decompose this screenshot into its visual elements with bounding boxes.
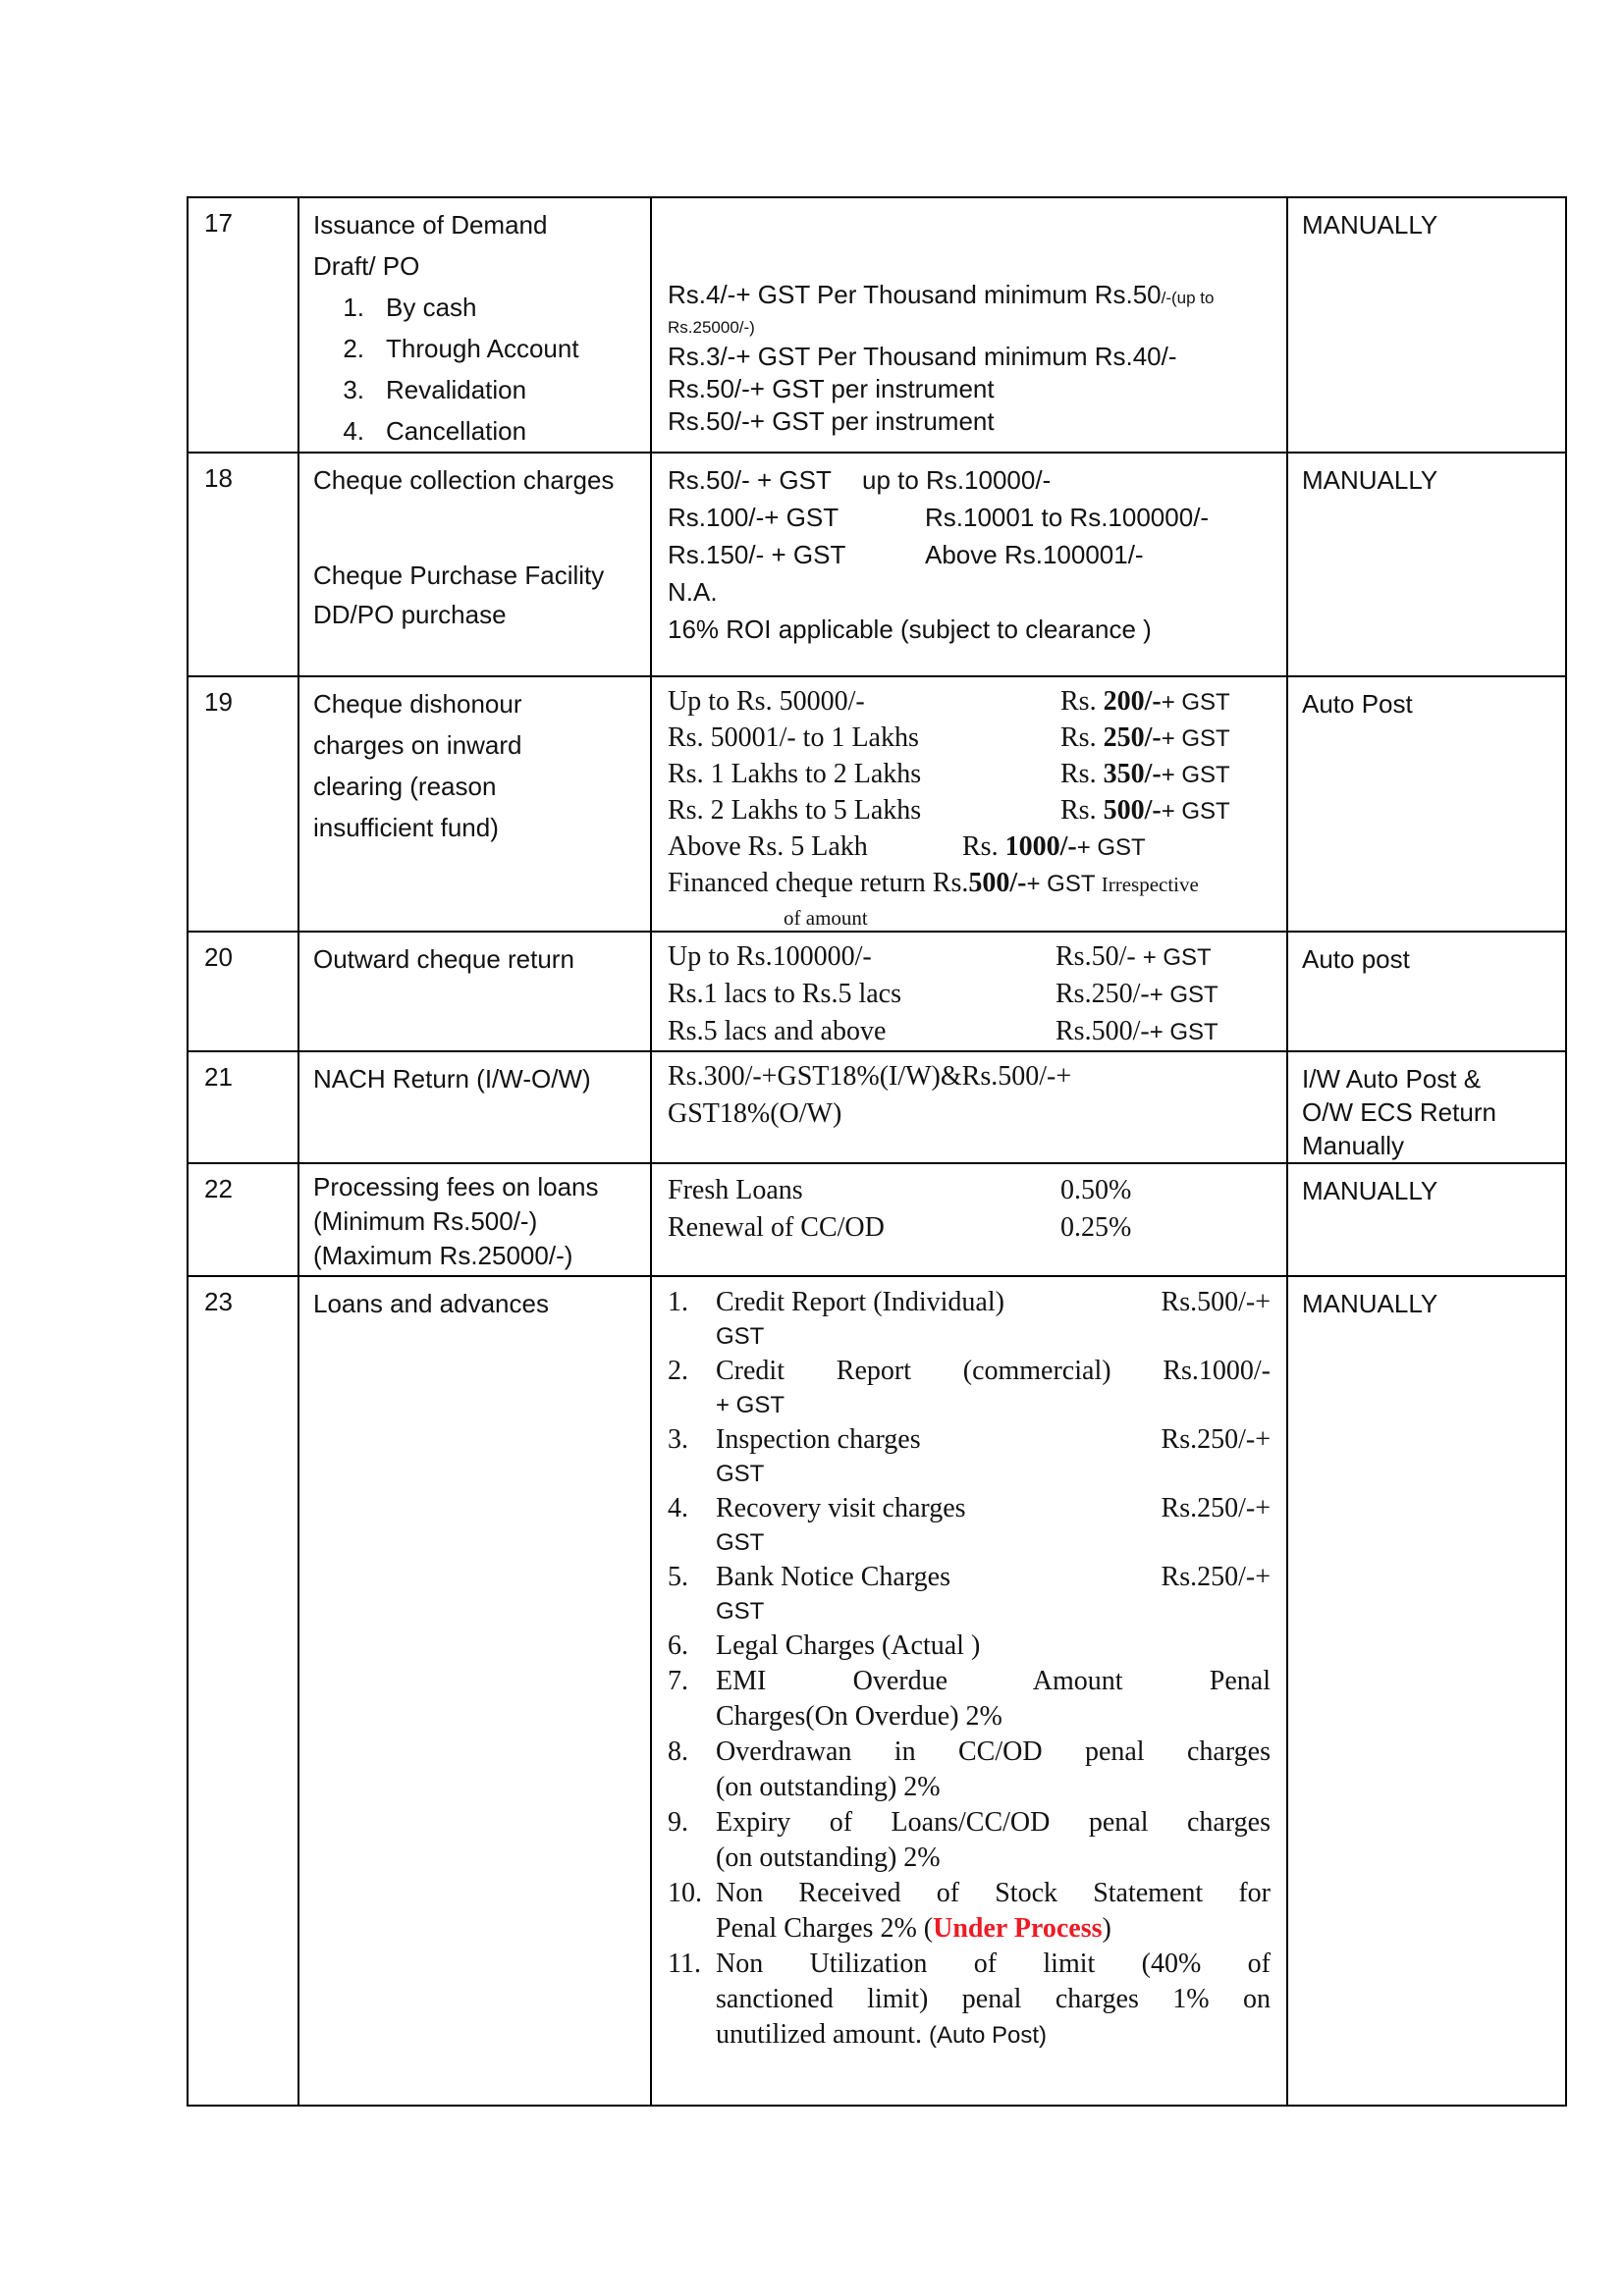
row-number-text: 23 bbox=[204, 1287, 233, 1316]
list-item-number: 1. bbox=[343, 293, 364, 322]
charge-amount: Rs.500/- bbox=[1056, 1016, 1150, 1046]
charge-line: Rs.3/-+ GST Per Thousand minimum Rs.40/- bbox=[668, 342, 1177, 371]
charge-range: Rs. 2 Lakhs to 5 Lakhs bbox=[668, 795, 922, 826]
charge-amount: Rs.150/- + GST bbox=[668, 540, 846, 569]
charge-line bbox=[668, 756, 1276, 792]
rs-prefix: Rs. bbox=[1060, 722, 1104, 753]
charge-line bbox=[668, 1172, 1276, 1209]
service-description-cell bbox=[298, 676, 651, 932]
row-number-text: 22 bbox=[204, 1174, 233, 1203]
list-item bbox=[668, 1560, 1276, 1629]
description-line: NACH Return (I/W-O/W) bbox=[313, 1064, 591, 1094]
charge-text-small: of amount bbox=[784, 906, 868, 930]
list-item bbox=[668, 1947, 1276, 2055]
charge-amount: 250/- bbox=[1103, 722, 1162, 753]
charge-label: Credit Report (Individual) bbox=[716, 1287, 1004, 1317]
charge-label: Non Utilization of limit (40% of bbox=[716, 1949, 1271, 1979]
posting-mode-cell bbox=[1287, 1051, 1566, 1163]
charges-cell bbox=[651, 1163, 1287, 1276]
list-item bbox=[668, 1354, 1276, 1422]
charge-amount: Rs.50/- + GST bbox=[668, 465, 832, 495]
list-item-text: Cancellation bbox=[386, 416, 527, 446]
charge-line bbox=[668, 828, 1276, 865]
description-line: insufficient fund) bbox=[313, 813, 499, 842]
list-item-number: 7. bbox=[668, 1666, 688, 1696]
charge-text: unutilized amount. bbox=[716, 2019, 929, 2050]
table-row-20 bbox=[188, 932, 1566, 1051]
mode-line: Manually bbox=[1302, 1131, 1405, 1160]
charge-label: Expiry of Loans/CC/OD penal charges bbox=[716, 1807, 1271, 1838]
table-row-17 bbox=[188, 197, 1566, 453]
row-number bbox=[188, 932, 298, 1051]
list-item-number: 3. bbox=[668, 1424, 688, 1455]
list-item bbox=[668, 1664, 1276, 1735]
table-row-21 bbox=[188, 1051, 1566, 1163]
description-line: (Maximum Rs.25000/-) bbox=[313, 1241, 573, 1270]
posting-mode-cell: MANUALLY bbox=[1287, 453, 1566, 676]
charge-range: Rs.10001 to Rs.100000/- bbox=[925, 503, 1210, 532]
charge-amount: Rs.50/- bbox=[1056, 941, 1143, 972]
row-number bbox=[188, 453, 298, 676]
charge-value: 0.25% bbox=[1060, 1212, 1132, 1243]
charge-amount: 350/- bbox=[1103, 759, 1162, 789]
description-line: (Minimum Rs.500/-) bbox=[313, 1206, 538, 1236]
list-item-number: 1. bbox=[668, 1287, 688, 1317]
table-row-22 bbox=[188, 1163, 1566, 1276]
charge-text: ) bbox=[1102, 1913, 1111, 1944]
charge-range: Rs.1 lacs to Rs.5 lacs bbox=[668, 979, 901, 1009]
list-item-number: 5. bbox=[668, 1562, 688, 1592]
charge-range: Above Rs. 5 Lakh bbox=[668, 831, 868, 862]
charge-amount: Rs.250/-+ bbox=[1161, 1493, 1271, 1523]
charges-cell bbox=[651, 1051, 1287, 1163]
charge-line bbox=[668, 1209, 1276, 1247]
row-number-text: 17 bbox=[204, 208, 233, 238]
charge-line: N.A. bbox=[668, 577, 718, 607]
charge-label: Non Received of Stock Statement for bbox=[716, 1878, 1271, 1908]
charges-cell bbox=[651, 197, 1287, 453]
charge-line bbox=[668, 536, 1276, 573]
description-line: Loans and advances bbox=[313, 1289, 549, 1318]
rs-prefix: Rs. bbox=[962, 831, 1005, 862]
description-line: Processing fees on loans bbox=[313, 1172, 599, 1201]
charge-amount: 200/- bbox=[1103, 686, 1162, 717]
posting-mode-cell: MANUALLY bbox=[1287, 1163, 1566, 1276]
description-list bbox=[313, 287, 640, 452]
description-line: Outward cheque return bbox=[313, 944, 574, 974]
description-line: Cheque Purchase Facility bbox=[313, 561, 605, 590]
charge-amount: Rs.250/-+ bbox=[1161, 1562, 1271, 1592]
description-line: Issuance of Demand bbox=[313, 210, 548, 240]
list-item bbox=[313, 328, 640, 369]
charge-line bbox=[668, 938, 1276, 976]
gst-suffix: + GST bbox=[1161, 762, 1230, 788]
charge-label: (on outstanding) 2% bbox=[716, 1842, 941, 1873]
charge-label: Charges(On Overdue) 2% bbox=[716, 1701, 1002, 1732]
list-item bbox=[668, 1491, 1276, 1560]
charge-text: Penal Charges 2% ( bbox=[716, 1913, 934, 1944]
gst-suffix: + GST bbox=[1076, 834, 1146, 861]
charge-line: 16% ROI applicable (subject to clearance ) bbox=[668, 614, 1152, 644]
service-description-cell bbox=[298, 1276, 651, 2106]
charge-line: Rs.50/-+ GST per instrument bbox=[668, 374, 995, 403]
charge-label: Bank Notice Charges bbox=[716, 1562, 950, 1592]
gst-suffix: + GST bbox=[1161, 689, 1230, 716]
list-item bbox=[668, 1422, 1276, 1491]
charge-text: Financed cheque return Rs. bbox=[668, 868, 969, 898]
charge-line bbox=[668, 683, 1276, 720]
charge-range: Rs. 50001/- to 1 Lakhs bbox=[668, 722, 919, 753]
row-number bbox=[188, 1163, 298, 1276]
list-item-number: 8. bbox=[668, 1736, 688, 1767]
list-item-number: 9. bbox=[668, 1807, 688, 1838]
list-item bbox=[668, 1805, 1276, 1876]
charge-amount: 500/- bbox=[1103, 795, 1162, 826]
charge-range: Rs. 1 Lakhs to 2 Lakhs bbox=[668, 759, 922, 789]
charge-range: Up to Rs. 50000/- bbox=[668, 686, 865, 717]
list-item bbox=[668, 1735, 1276, 1805]
rs-prefix: Rs. bbox=[1060, 686, 1104, 717]
table-row-18 bbox=[188, 453, 1566, 676]
list-item bbox=[668, 1876, 1276, 1947]
service-description-cell bbox=[298, 453, 651, 676]
list-item-number: 6. bbox=[668, 1630, 688, 1661]
charge-line: Rs.50/-+ GST per instrument bbox=[668, 406, 995, 436]
charge-label bbox=[716, 1911, 1271, 1947]
description-line: Cheque dishonour bbox=[313, 689, 522, 719]
list-item-text: Revalidation bbox=[386, 375, 527, 404]
row-number-text: 20 bbox=[204, 942, 233, 972]
charge-amount: Rs.100/-+ GST bbox=[668, 503, 839, 532]
charge-amount: Rs.500/-+ bbox=[1161, 1287, 1271, 1317]
rs-prefix: Rs. bbox=[1060, 759, 1104, 789]
list-item bbox=[313, 287, 640, 328]
charge-label bbox=[716, 2017, 1271, 2055]
charges-cell bbox=[651, 1276, 1287, 2106]
list-item-number: 2. bbox=[343, 334, 364, 363]
charges-cell bbox=[651, 453, 1287, 676]
charge-line: Rs.300/-+GST18%(I/W)&Rs.500/-+ bbox=[668, 1061, 1072, 1092]
gst-suffix: GST bbox=[716, 1461, 765, 1487]
row-number-text: 18 bbox=[204, 463, 233, 493]
gst-suffix: GST bbox=[716, 1529, 765, 1556]
service-description-cell bbox=[298, 932, 651, 1051]
posting-mode-cell: MANUALLY bbox=[1287, 1276, 1566, 2106]
list-item-number: 4. bbox=[668, 1493, 688, 1523]
description-line: charges on inward bbox=[313, 730, 522, 760]
gst-suffix: + GST bbox=[1142, 944, 1212, 971]
row-number bbox=[188, 1051, 298, 1163]
service-description-cell bbox=[298, 1163, 651, 1276]
gst-suffix: + GST bbox=[716, 1392, 785, 1418]
charge-line bbox=[668, 792, 1276, 828]
charge-label: Recovery visit charges bbox=[716, 1493, 966, 1523]
charge-label: Renewal of CC/OD bbox=[668, 1212, 885, 1243]
charge-text: Rs.4/-+ GST Per Thousand minimum Rs.50 bbox=[668, 280, 1162, 309]
charge-line: GST18%(O/W) bbox=[668, 1098, 842, 1129]
charge-range: Above Rs.100001/- bbox=[925, 540, 1144, 569]
row-number bbox=[188, 1276, 298, 2106]
charge-line bbox=[668, 720, 1276, 756]
posting-mode-cell: Auto post bbox=[1287, 932, 1566, 1051]
row-number-text: 21 bbox=[204, 1062, 233, 1092]
description-line: Cheque collection charges bbox=[313, 465, 615, 495]
posting-mode-cell: MANUALLY bbox=[1287, 197, 1566, 453]
charge-value: 0.50% bbox=[1060, 1175, 1132, 1205]
under-process-highlight: Under Process bbox=[933, 1913, 1103, 1944]
bank-service-charges-table bbox=[187, 196, 1567, 2107]
list-item-number: 10. bbox=[668, 1878, 702, 1908]
list-item-number: 2. bbox=[668, 1356, 688, 1386]
posting-mode-cell: Auto Post bbox=[1287, 676, 1566, 932]
charge-label: Inspection charges bbox=[716, 1424, 921, 1455]
charge-range: Rs.5 lacs and above bbox=[668, 1016, 887, 1046]
charges-cell bbox=[651, 932, 1287, 1051]
charge-text-small: /-(up to bbox=[1161, 289, 1215, 307]
list-item bbox=[313, 410, 640, 452]
charge-text-small: Irrespective bbox=[1101, 873, 1199, 896]
charge-range: Up to Rs.100000/- bbox=[668, 941, 872, 972]
list-item-text: Through Account bbox=[386, 334, 579, 363]
charge-label: EMI Overdue Amount Penal bbox=[716, 1666, 1271, 1696]
charge-amount: Rs.250/- bbox=[1056, 979, 1150, 1009]
charge-line bbox=[668, 499, 1276, 536]
list-item-number: 3. bbox=[343, 375, 364, 404]
gst-suffix: + GST bbox=[1161, 798, 1230, 825]
list-item bbox=[668, 1629, 1276, 1664]
mode-line: I/W Auto Post & bbox=[1302, 1064, 1482, 1094]
row-number-text: 19 bbox=[204, 687, 233, 717]
charge-label: Overdrawan in CC/OD penal charges bbox=[716, 1736, 1271, 1767]
charge-label: (on outstanding) 2% bbox=[716, 1772, 941, 1802]
rs-prefix: Rs. bbox=[1060, 795, 1104, 826]
gst-suffix: GST bbox=[716, 1323, 765, 1350]
gst-suffix: + GST bbox=[1149, 1019, 1218, 1045]
service-description-cell bbox=[298, 1051, 651, 1163]
charge-line bbox=[668, 1013, 1276, 1050]
charge-amount: 1000/- bbox=[1004, 831, 1077, 862]
gst-suffix: + GST bbox=[1149, 982, 1218, 1008]
description-line: Draft/ PO bbox=[313, 251, 420, 281]
list-item bbox=[313, 369, 640, 410]
table-row-19 bbox=[188, 676, 1566, 932]
gst-suffix: + GST bbox=[1161, 725, 1230, 752]
service-description-cell bbox=[298, 197, 651, 453]
gst-suffix: + GST bbox=[1026, 871, 1102, 897]
charge-line bbox=[668, 976, 1276, 1013]
charge-label: sanctioned limit) penal charges 1% on bbox=[716, 1984, 1271, 2014]
list-item-text: By cash bbox=[386, 293, 477, 322]
list-item-number: 11. bbox=[668, 1949, 701, 1979]
charge-amount: Rs.250/-+ bbox=[1161, 1424, 1271, 1455]
mode-line: O/W ECS Return bbox=[1302, 1097, 1496, 1127]
charge-label: Fresh Loans bbox=[668, 1175, 803, 1205]
charge-range: up to Rs.10000/- bbox=[862, 465, 1052, 495]
list-item bbox=[668, 1285, 1276, 1354]
row-number bbox=[188, 676, 298, 932]
charge-label: Legal Charges (Actual ) bbox=[716, 1630, 981, 1661]
row-number bbox=[188, 197, 298, 453]
description-line: DD/PO purchase bbox=[313, 600, 507, 629]
gst-suffix: GST bbox=[716, 1598, 765, 1625]
charge-amount: 500/- bbox=[968, 868, 1027, 898]
charge-line bbox=[668, 865, 1276, 905]
table-row-23 bbox=[188, 1276, 1566, 2106]
charge-line bbox=[668, 461, 1276, 499]
charge-line bbox=[668, 279, 1276, 314]
charge-line: Rs.25000/-) bbox=[668, 318, 755, 337]
description-line: clearing (reason bbox=[313, 772, 497, 801]
charge-label: Credit Report (commercial) Rs.1000/- bbox=[716, 1356, 1271, 1386]
auto-post-note: (Auto Post) bbox=[928, 2022, 1048, 2049]
list-item-number: 4. bbox=[343, 416, 364, 446]
charges-numbered-list bbox=[668, 1281, 1276, 2055]
charges-cell bbox=[651, 676, 1287, 932]
